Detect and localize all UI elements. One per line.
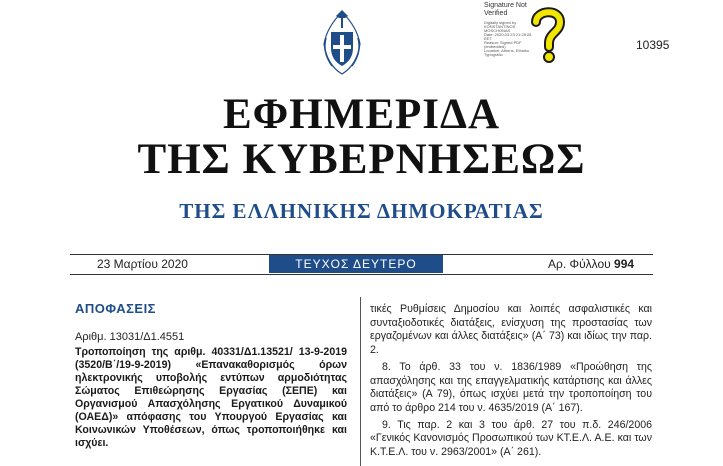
body-paragraph: 8. Το άρθ. 33 του ν. 1836/1989 «Προώθηση της απασχόλησης και της επαγγελματικής κατάρτισης και άλλες διατάξεις» (Α 79), όπως ισχύει μετά την τροποποίηση του από το άρθρο 214 του ν. 4635/2019 (Α΄ 167). — [370, 360, 652, 414]
signature-detail: Typografio — [484, 52, 503, 57]
section-title: ΑΠΟΦΑΣΕΙΣ — [75, 301, 156, 316]
sheet-number-value: 994 — [614, 257, 635, 271]
body-paragraph: 9. Τις παρ. 2 και 3 του άρθ. 27 του π.δ. 246/2006 «Γενικός Κανονισμός Προσωπικού των ΚΤ.Ε.Λ. Α.Ε. και των Κ.Τ.Ε.Λ. του ν. 2963/2001» (Α΄ 261). — [370, 418, 652, 459]
signature-detail: Date: 2020.03.23 21:28:28 — [484, 32, 532, 37]
signature-detail: EET — [484, 36, 492, 41]
gazette-title-line-2: ΤΗΣ ΚΥΒΕΡΝΗΣΕΩΣ — [137, 136, 586, 183]
signature-detail: KONSTANTINOS — [484, 24, 516, 29]
signature-unverified-question-icon — [530, 6, 566, 64]
signature-detail: Reason: Signed PDF — [484, 40, 522, 45]
column-divider — [360, 297, 361, 466]
body-paragraph: τικές Ρυθμίσεις Δημοσίου και λοιπές ασφαλιστικές και συνταξιοδοτικές διατάξεις, ενίσχυση της προστασίας των εργαζομένων και άλλες διατάξεις» (Α΄ 73) και ιδίως την παρ. 2. — [370, 303, 652, 357]
issue-date: 23 Μαρτίου 2020 — [97, 257, 188, 271]
fek-page-number: 10395 — [636, 38, 670, 52]
decision-number: Αριθμ. 13031/Δ1.4551 — [75, 331, 185, 343]
gazette-title-line-1: ΕΦΗΜΕΡΙΔΑ — [222, 91, 501, 138]
signature-status-line-2: Verified — [484, 10, 508, 17]
sheet-number-label: Αρ. Φύλλου — [548, 257, 611, 271]
decision-title: Τροποποίηση της αριθμ. 40331/Δ1.13521/ 13-9-2019 (3520/Β΄/19-9-2019) «Επανακαθορισμός όρων ηλεκτρονικής υποβολής εντύπων αρμοδιότητας Σώματος Επιθεώρησης Εργασίας (ΣΕΠΕ) και Οργανισμού Απασχόλησης Εργατικού Δυναμικού (ΟΑΕΔ)» απόφασης του Υπουργού Εργασίας και Κοινωνικών Υποθέσεων, όπως τροποποιήθηκε και ισχύει. — [75, 346, 347, 449]
issue-series-badge: ΤΕΥΧΟΣ ΔΕΥΤΕΡΟ — [269, 255, 443, 273]
left-column — [75, 301, 347, 450]
greek-emblem-icon — [318, 8, 366, 78]
signature-detail: Location: Athens, Ethniko — [484, 48, 530, 53]
signature-status-line-1: Signature Not — [484, 2, 527, 9]
signature-detail: (embedded) — [484, 44, 506, 49]
right-column — [370, 303, 652, 460]
signature-detail: MOSCHONAS — [484, 28, 511, 33]
issue-bar-bottom-rule — [70, 274, 653, 275]
sheet-number — [548, 257, 634, 271]
digital-signature-block — [484, 2, 584, 68]
gazette-subtitle: ΤΗΣ ΕΛΛΗΝΙΚΗΣ ΔΗΜΟΚΡΑΤΙΑΣ — [179, 199, 544, 223]
signature-detail: Digitally signed by — [484, 20, 517, 25]
